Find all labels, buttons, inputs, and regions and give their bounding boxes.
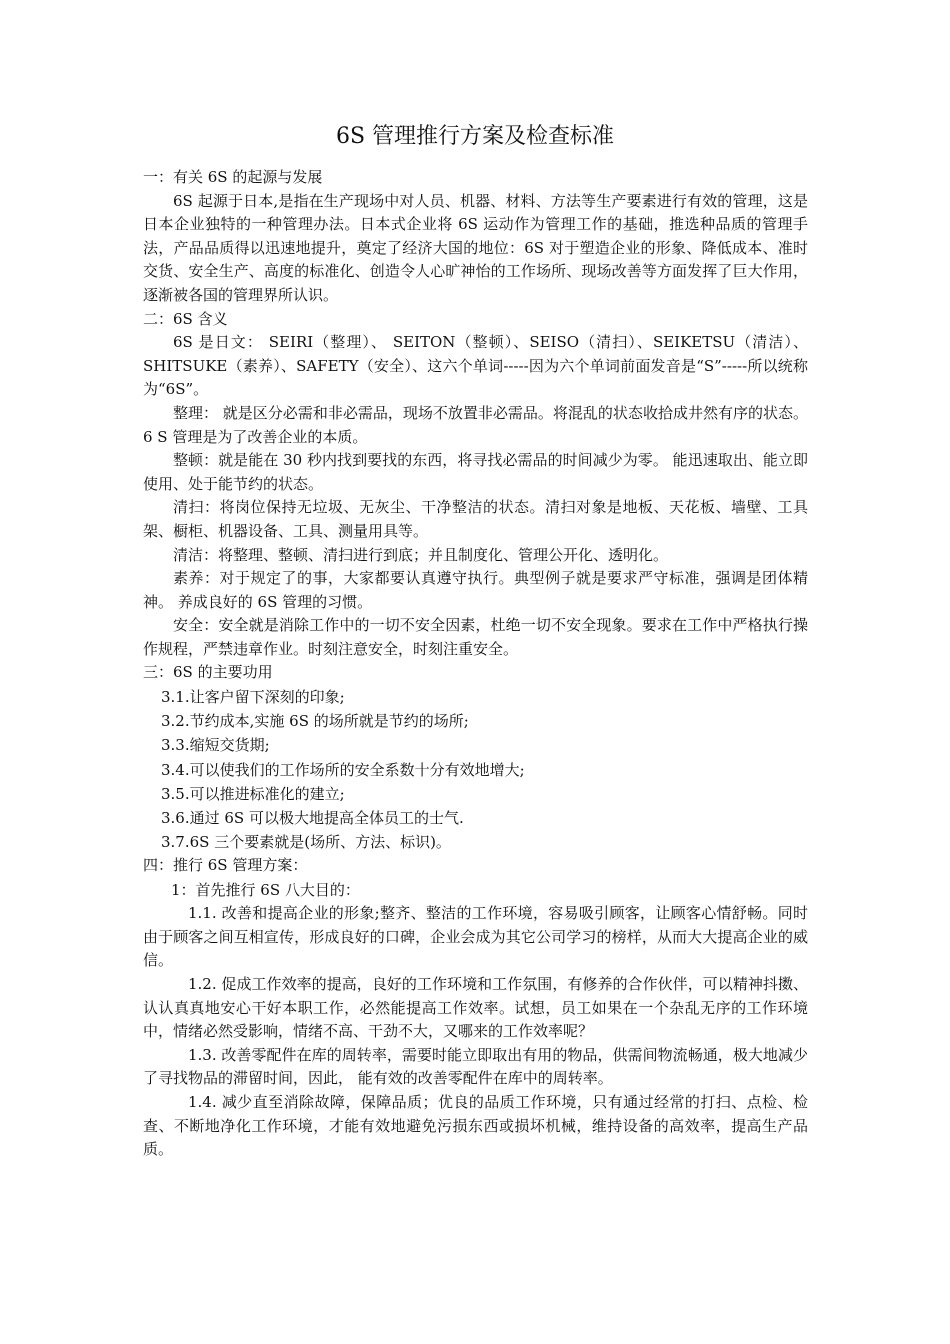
section-4-heading: 四：推行 6S 管理方案： bbox=[143, 856, 308, 875]
purpose-1-4: 1.4. 减少直至消除故障，保障品质；优良的品质工作环境，只有通过经常的打扫、点检、检查、不断地净化工作环境，才能有效地避免污损东西或损坏机械，维持设备的高效率，提高生产品质。 bbox=[143, 1093, 808, 1159]
seiso-definition: 清扫：将岗位保持无垃圾、无灰尘、干净整洁的状态。清扫对象是地板、天花板、墙壁、工具架、橱柜、机器设备、工具、测量用具等。 bbox=[143, 498, 808, 540]
seiri-definition: 整理： 就是区分必需和非必需品，现场不放置非必需品。将混乱的状态收拾成井然有序的状态。6 S 管理是为了改善企业的本质。 bbox=[143, 403, 808, 446]
section-3-heading: 三：6S 的主要功用 bbox=[143, 663, 273, 682]
section-2-heading: 二：6S 含义 bbox=[143, 309, 228, 328]
function-item: 3.4.可以使我们的工作场所的安全系数十分有效地增大; bbox=[161, 760, 525, 779]
shitsuke-definition: 素养：对于规定了的事，大家都要认真遵守执行。典型例子就是要求严守标准，强调是团体精神。 养成良好的 6S 管理的习惯。 bbox=[143, 569, 808, 611]
purpose-1-3: 1.3. 改善零配件在库的周转率，需要时能立即取出有用的物品，供需间物流畅通，极大地减少了寻找物品的滞留时间，因此， 能有效的改善零配件在库中的周转率。 bbox=[143, 1045, 808, 1088]
function-item: 3.1.让客户留下深刻的印象; bbox=[161, 688, 345, 707]
function-item: 3.2.节约成本,实施 6S 的场所就是节约的场所; bbox=[161, 712, 469, 731]
seiketsu-definition: 清洁：将整理、整顿、清扫进行到底；并且制度化、管理公开化、透明化。 bbox=[173, 545, 669, 564]
purpose-1-2: 1.2. 促成工作效率的提高，良好的工作环境和工作氛围，有修养的合作伙伴，可以精神抖擞、认认真真地安心干好本职工作，必然能提高工作效率。试想，员工如果在一个杂乱无序的工作环境中，情绪必然受影响，情绪不高、干劲不大，又哪来的工作效率呢？ bbox=[143, 975, 808, 1041]
function-item: 3.5.可以推进标准化的建立; bbox=[161, 784, 345, 803]
safety-definition: 安全：安全就是消除工作中的一切不安全因素，杜绝一切不安全现象。要求在工作中严格执行操作规程，严禁违章作业。时刻注意安全，时刻注重安全。 bbox=[143, 616, 808, 658]
purpose-1-1: 1.1. 改善和提高企业的形象;整齐、整洁的工作环境，容易吸引顾客，让顾客心情舒畅。同时由于顾客之间互相宣传，形成良好的口碑，企业会成为其它公司学习的榜样，从而大大提高企业的威信。 bbox=[143, 904, 808, 970]
section-1-heading: 一：有关 6S 的起源与发展 bbox=[143, 168, 323, 186]
function-item: 3.7.6S 三个要素就是(场所、方法、标识)。 bbox=[161, 833, 451, 852]
function-item: 3.6.通过 6S 可以极大地提高全体员工的士气. bbox=[161, 809, 464, 828]
section-4-subheading: 1：首先推行 6S 八大目的： bbox=[171, 881, 360, 900]
section-2-intro: 6S 是日文： SEIRI（整理）、 SEITON（整顿）、SEISO（清扫）、SEIKETSU（清洁）、SHITSUKE（素养）、SAFETY（安全）、这六个单词-----因为六个单词前面发音是“S”-----所以统称为“6S”。 bbox=[143, 333, 808, 399]
function-item: 3.3.缩短交货期; bbox=[161, 736, 270, 755]
document-body bbox=[143, 166, 808, 1162]
section-1-paragraph: 6S 起源于日本,是指在生产现场中对人员、机器、材料、方法等生产要素进行有效的管理，这是日本企业独特的一种管理办法。日本式企业将 6S 运动作为管理工作的基础，推选种品质的管理手法，产品品质得以迅速地提升，奠定了经济大国的地位：6S 对于塑造企业的形象、降低成本、准时交货、安全生产、高度的标准化、创造令人心旷神怡的工作场所、现场改善等方面发挥了巨大作用，逐渐被各国的管理界所认识。 bbox=[143, 191, 808, 304]
seiton-definition: 整顿：就是能在 30 秒内找到要找的东西，将寻找必需品的时间减少为零。 能迅速取出、能立即使用、处于能节约的状态。 bbox=[143, 451, 808, 493]
document-title: 6S 管理推行方案及检查标准 bbox=[335, 124, 615, 149]
